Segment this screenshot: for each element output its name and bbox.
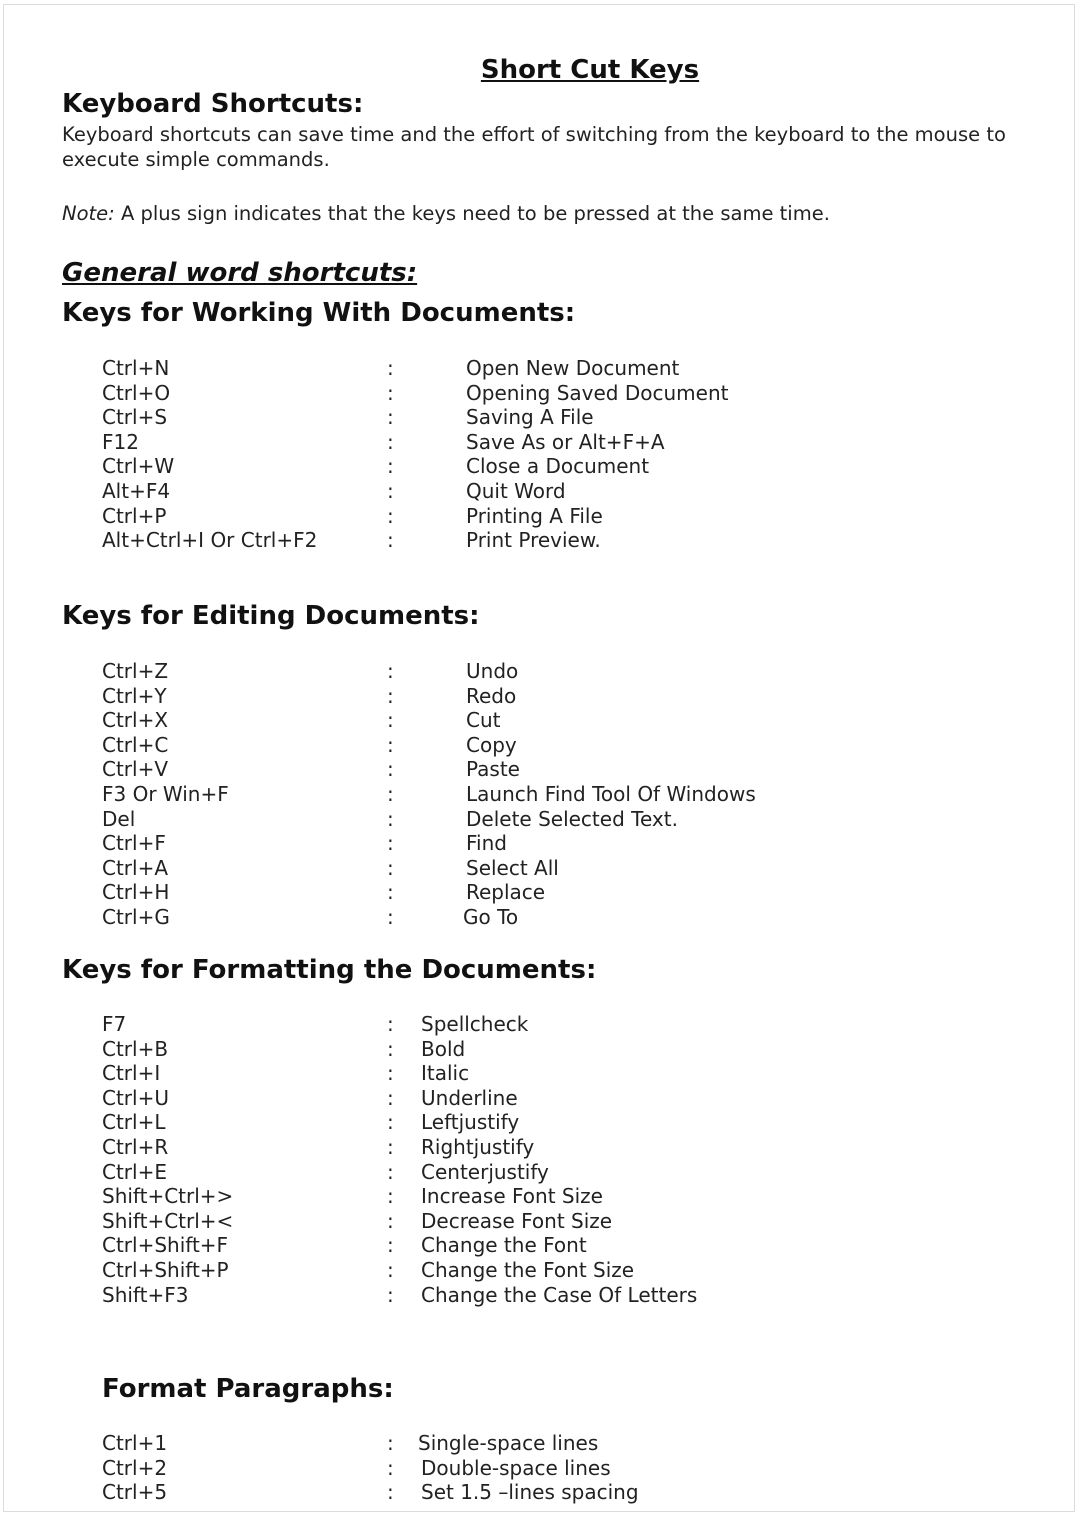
- shortcut-description: Close a Document: [466, 454, 650, 479]
- shortcut-key: Ctrl+G: [102, 904, 170, 929]
- shortcut-description: Go To: [463, 904, 519, 929]
- shortcut-description: Leftjustify: [421, 1110, 520, 1135]
- shortcut-key: Ctrl+H: [102, 880, 170, 905]
- shortcut-description: Undo: [466, 659, 519, 683]
- shortcut-key: Ctrl+S: [102, 405, 168, 430]
- separator: :: [387, 855, 394, 880]
- separator: :: [387, 356, 394, 380]
- format-paragraphs-heading: Format Paragraphs:: [102, 1374, 394, 1404]
- shortcut-key: Shift+F3: [102, 1282, 189, 1307]
- separator: :: [387, 781, 394, 806]
- shortcut-key: Shift+Ctrl+<: [102, 1208, 234, 1233]
- document-title: Short Cut Keys: [480, 55, 700, 85]
- separator: :: [387, 1184, 394, 1209]
- shortcut-description: Find: [466, 831, 507, 856]
- shortcut-key: Alt+F4: [102, 478, 171, 503]
- shortcut-key: Ctrl+F: [102, 831, 166, 856]
- separator: :: [387, 708, 394, 733]
- separator: :: [387, 831, 394, 856]
- editing-documents-heading: Keys for Editing Documents:: [62, 601, 480, 631]
- shortcut-description: Open New Document: [466, 356, 680, 380]
- shortcut-key: Shift+Ctrl+>: [102, 1184, 234, 1209]
- formatting-documents-heading: Keys for Formatting the Documents:: [62, 955, 597, 985]
- shortcut-key: Ctrl+1: [102, 1431, 168, 1455]
- shortcut-description: Double-space lines: [421, 1455, 611, 1480]
- shortcut-key: Ctrl+5: [102, 1480, 168, 1505]
- separator: :: [387, 1282, 394, 1307]
- shortcut-key: Ctrl+I: [102, 1061, 161, 1086]
- shortcut-description: Replace: [466, 880, 546, 905]
- separator: :: [387, 454, 394, 479]
- shortcut-key: Ctrl+A: [102, 855, 169, 880]
- shortcut-key: Ctrl+N: [102, 356, 170, 380]
- shortcut-key: Ctrl+O: [102, 380, 171, 405]
- shortcut-description: Paste: [466, 757, 520, 782]
- separator: :: [387, 1085, 394, 1110]
- shortcut-key: Ctrl+X: [102, 708, 169, 733]
- separator: :: [387, 1208, 394, 1233]
- shortcut-description: Change the Case Of Letters: [421, 1282, 698, 1307]
- shortcut-key: Ctrl+L: [102, 1110, 166, 1135]
- shortcut-description: Launch Find Tool Of Windows: [466, 781, 756, 806]
- shortcut-description: Spellcheck: [421, 1012, 529, 1036]
- shortcut-description: Select All: [466, 855, 559, 880]
- separator: :: [387, 1233, 394, 1258]
- separator: :: [387, 380, 394, 405]
- shortcut-description: Save As or Alt+F+A: [466, 429, 665, 454]
- general-word-shortcuts-heading: General word shortcuts:: [62, 258, 418, 288]
- shortcut-key: Ctrl+Z: [102, 659, 169, 683]
- separator: :: [387, 429, 394, 454]
- note-text: A plus sign indicates that the keys need to be pressed at the same time.: [120, 202, 830, 225]
- shortcut-description: Redo: [466, 683, 517, 708]
- separator: :: [387, 1110, 394, 1135]
- shortcut-key: Ctrl+Shift+P: [102, 1257, 229, 1282]
- separator: :: [387, 1455, 394, 1480]
- shortcut-key: Ctrl+U: [102, 1085, 169, 1110]
- shortcut-description: Italic: [421, 1061, 470, 1086]
- shortcut-description: Bold: [421, 1036, 466, 1061]
- separator: :: [387, 1134, 394, 1159]
- shortcut-description: Increase Font Size: [421, 1184, 603, 1209]
- shortcut-key: Del: [102, 806, 136, 831]
- separator: :: [387, 904, 394, 929]
- shortcut-key: F3 Or Win+F: [102, 781, 229, 806]
- shortcut-description: Delete Selected Text.: [466, 806, 678, 831]
- document-page: [3, 4, 1075, 1512]
- shortcut-description: Centerjustify: [421, 1159, 549, 1184]
- separator: :: [387, 1036, 394, 1061]
- separator: :: [387, 1431, 394, 1455]
- separator: :: [387, 683, 394, 708]
- shortcut-key: Ctrl+R: [102, 1134, 169, 1159]
- shortcut-description: Opening Saved Document: [466, 380, 729, 405]
- note-label: Note:: [62, 202, 115, 225]
- separator: :: [387, 503, 394, 528]
- shortcut-description: Copy: [466, 732, 517, 757]
- shortcut-key: Ctrl+2: [102, 1455, 168, 1480]
- shortcut-key: Ctrl+E: [102, 1159, 167, 1184]
- shortcut-description: Set 1.5 –lines spacing: [421, 1480, 639, 1505]
- shortcut-key: Ctrl+P: [102, 503, 167, 528]
- shortcut-description: Change the Font: [421, 1233, 587, 1258]
- shortcut-description: Quit Word: [466, 478, 566, 503]
- separator: :: [387, 757, 394, 782]
- shortcut-description: Printing A File: [466, 503, 603, 528]
- separator: :: [387, 880, 394, 905]
- shortcut-key: Alt+Ctrl+I Or Ctrl+F2: [102, 528, 318, 553]
- shortcut-description: Saving A File: [466, 405, 594, 430]
- separator: :: [387, 478, 394, 503]
- separator: :: [387, 1012, 394, 1036]
- separator: :: [387, 1480, 394, 1505]
- shortcut-key: Ctrl+C: [102, 732, 169, 757]
- shortcut-description: Rightjustify: [421, 1134, 535, 1159]
- shortcut-description: Change the Font Size: [421, 1257, 635, 1282]
- shortcut-description: Decrease Font Size: [421, 1208, 613, 1233]
- shortcut-description: Underline: [421, 1085, 518, 1110]
- separator: :: [387, 732, 394, 757]
- shortcut-key: Ctrl+V: [102, 757, 169, 782]
- shortcut-description: Single-space lines: [418, 1431, 599, 1455]
- working-with-documents-heading: Keys for Working With Documents:: [62, 298, 576, 328]
- note-paragraph: [62, 202, 1062, 225]
- separator: :: [387, 806, 394, 831]
- separator: :: [387, 405, 394, 430]
- separator: :: [387, 1159, 394, 1184]
- shortcut-key: Ctrl+Y: [102, 683, 167, 708]
- shortcut-description: Print Preview.: [466, 528, 601, 553]
- separator: :: [387, 1061, 394, 1086]
- separator: :: [387, 528, 394, 553]
- separator: :: [387, 659, 394, 683]
- keyboard-shortcuts-heading: Keyboard Shortcuts:: [62, 89, 364, 119]
- shortcut-key: F12: [102, 429, 139, 454]
- shortcut-key: Ctrl+B: [102, 1036, 169, 1061]
- intro-paragraph: Keyboard shortcuts can save time and the effort of switching from the keyboard to the mouse to execute simple commands.: [62, 123, 1006, 171]
- shortcut-key: F7: [102, 1012, 127, 1036]
- shortcut-key: Ctrl+W: [102, 454, 175, 479]
- shortcut-key: Ctrl+Shift+F: [102, 1233, 229, 1258]
- shortcut-description: Cut: [466, 708, 501, 733]
- separator: :: [387, 1257, 394, 1282]
